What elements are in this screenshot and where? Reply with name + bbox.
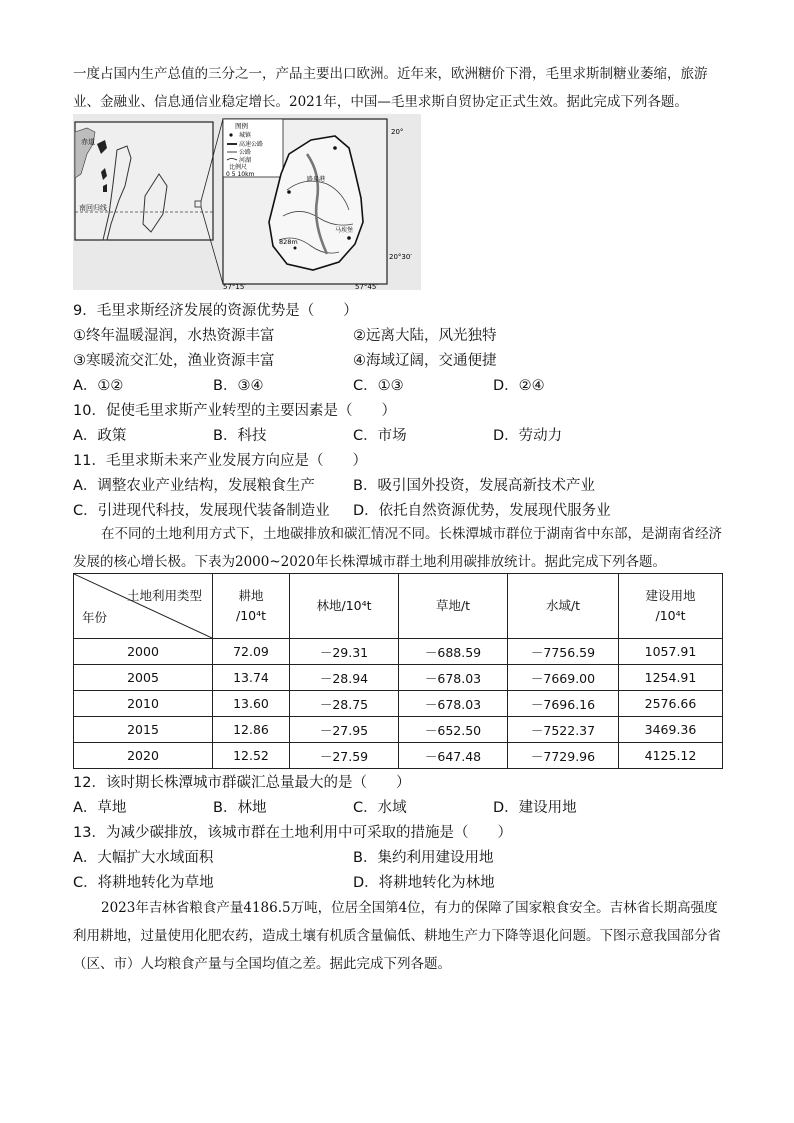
q10-stem: 10．促使毛里求斯产业转型的主要因素是（ ） — [73, 403, 396, 419]
q10-option-c[interactable]: C．市场 — [353, 428, 407, 444]
lon-right-label: 57°45′ — [355, 283, 378, 290]
map-port-label: 路易港 — [307, 176, 326, 183]
q9-item-4: ④海域辽阔，交通便捷 — [353, 353, 497, 369]
table-cell: －7696.16 — [508, 691, 619, 717]
map-elevation-label: 828m — [279, 238, 298, 246]
table-cell: 12.86 — [213, 717, 290, 743]
q9-item-3: ③寒暖流交汇处，渔业资源丰富 — [73, 353, 275, 369]
q11-option-d[interactable]: D．依托自然资源优势，发展现代服务业 — [353, 503, 611, 519]
table-cell-year: 2020 — [74, 743, 213, 769]
intro2-paragraph: 在不同的土地利用方式下，土地碳排放和碳汇情况不同。长株潭城市群位于湖南省中东部，是湖南省经济发展的核心增长极。下表为2000~2020年长株潭城市群土地利用碳排放统计。据此完成下列各题。 — [73, 526, 722, 570]
q11-stem: 11．毛里求斯未来产业发展方向应是（ ） — [73, 453, 367, 469]
q9-option-d[interactable]: D．②④ — [493, 378, 545, 394]
tropic-label: 南回归线 — [79, 204, 107, 212]
legend-town: 城镇 — [239, 132, 252, 139]
table-cell: 4125.12 — [619, 743, 723, 769]
table-cell: 2576.66 — [619, 691, 723, 717]
q9-option-a[interactable]: A．①② — [73, 378, 124, 394]
q13-options-row-2 — [73, 871, 733, 896]
q9-items-row-1 — [73, 324, 733, 349]
map-bay-label: 马埃堡 — [335, 227, 354, 234]
q13-option-b[interactable]: B．集约利用建设用地 — [353, 850, 494, 866]
table-cell: 72.09 — [213, 639, 290, 665]
legend-road: 公路 — [239, 149, 252, 156]
table-row — [74, 717, 723, 743]
table-cell: －678.03 — [399, 691, 508, 717]
q12-option-b[interactable]: B．林地 — [213, 800, 267, 816]
q12-option-d[interactable]: D．建设用地 — [493, 800, 577, 816]
table-cell: 13.74 — [213, 665, 290, 691]
header-forest: 林地/10⁴t — [290, 574, 399, 639]
q10-option-b[interactable]: B．科技 — [213, 428, 267, 444]
table-cell: －7669.00 — [508, 665, 619, 691]
header-water: 水域/t — [508, 574, 619, 639]
q12-stem: 12．该时期长株潭城市群碳汇总量最大的是（ ） — [73, 775, 411, 791]
q13-options-row-1 — [73, 846, 733, 871]
table-cell: －28.94 — [290, 665, 399, 691]
q9-options — [73, 374, 733, 399]
q13-option-c[interactable]: C．将耕地转化为草地 — [73, 875, 214, 891]
table-cell: 13.60 — [213, 691, 290, 717]
q12-options — [73, 796, 733, 821]
mauritius-map-figure — [73, 114, 421, 290]
legend-scale-label: 比例尺 — [229, 164, 248, 171]
table-cell: 1057.91 — [619, 639, 723, 665]
table-cell: －27.59 — [290, 743, 399, 769]
q9-item-2: ②远离大陆，风光独特 — [353, 328, 497, 344]
legend-scale: 0 5 10km — [226, 171, 255, 178]
q11-option-c[interactable]: C．引进现代科技，发展现代装备制造业 — [73, 503, 330, 519]
intro3-paragraph: 2023年吉林省粮食产量4186.5万吨，位居全国第4位，有力的保障了国家粮食安全。吉林省长期高强度利用耕地，过量使用化肥农药，造成土壤有机质含量偏低、耕地生产力下降等退化问题。下图示意我国部分省（区、市）人均粮食产量与全国均值之差。据此完成下列各题。 — [73, 900, 721, 972]
table-row — [74, 743, 723, 769]
table-body — [74, 639, 723, 769]
header-grassland: 草地/t — [399, 574, 508, 639]
q11-options-row-1 — [73, 474, 733, 499]
table-cell-year: 2000 — [74, 639, 213, 665]
table-cell: －678.03 — [399, 665, 508, 691]
q10-option-a[interactable]: A．政策 — [73, 428, 127, 444]
table-cell-year: 2015 — [74, 717, 213, 743]
q9-option-c[interactable]: C．①③ — [353, 378, 404, 394]
table-cell: 3469.36 — [619, 717, 723, 743]
table-row — [74, 691, 723, 717]
corner-year: 年份 — [82, 610, 108, 625]
table-cell: －7756.59 — [508, 639, 619, 665]
q12-option-a[interactable]: A．草地 — [73, 800, 127, 816]
lon-left-label: 57°15′ — [223, 283, 246, 290]
q9-item-1: ①终年温暖湿润，水热资源丰富 — [73, 328, 275, 344]
lat-top-label: 20° — [391, 128, 404, 136]
table-cell: －688.59 — [399, 639, 508, 665]
table-cell: －652.50 — [399, 717, 508, 743]
table-cell: －29.31 — [290, 639, 399, 665]
q9-option-b[interactable]: B．③④ — [213, 378, 264, 394]
q13-option-a[interactable]: A．大幅扩大水域面积 — [73, 850, 214, 866]
corner-land-type: 土地利用类型 — [126, 588, 202, 603]
table-cell: 1254.91 — [619, 665, 723, 691]
q10-option-d[interactable]: D．劳动力 — [493, 428, 563, 444]
table-cell: －7729.96 — [508, 743, 619, 769]
table-row — [74, 665, 723, 691]
table-cell-year: 2005 — [74, 665, 213, 691]
q9-stem: 9．毛里求斯经济发展的资源优势是（ ） — [73, 303, 358, 319]
q9-items-row-2 — [73, 349, 733, 374]
table-cell: －7522.37 — [508, 717, 619, 743]
lat-bottom-label: 20°30′ — [389, 253, 412, 261]
table-corner-cell — [74, 574, 213, 639]
legend-river: 河湖 — [239, 157, 252, 164]
q13-option-d[interactable]: D．将耕地转化为林地 — [353, 875, 495, 891]
table-cell: －647.48 — [399, 743, 508, 769]
intro-paragraph: 一度占国内生产总值的三分之一，产品主要出口欧洲。近年来，欧洲糖价下滑，毛里求斯制糖业萎缩，旅游业、金融业、信息通信业稳定增长。2021年，中国—毛里求斯自贸协定正式生效。据此完成下列各题。 — [73, 66, 708, 110]
table-cell: －28.75 — [290, 691, 399, 717]
table-cell: －27.95 — [290, 717, 399, 743]
header-construction: 建设用地 /10⁴t — [619, 574, 723, 639]
equator-label: 赤道 — [81, 138, 95, 146]
q11-option-b[interactable]: B．吸引国外投资，发展高新技术产业 — [353, 478, 595, 494]
q10-options — [73, 424, 733, 449]
legend-highway: 高速公路 — [239, 141, 264, 148]
table-row — [74, 639, 723, 665]
carbon-emission-table — [73, 573, 723, 769]
q12-option-c[interactable]: C．水域 — [353, 800, 407, 816]
table-header-row — [74, 574, 723, 639]
table-cell-year: 2010 — [74, 691, 213, 717]
q13-stem: 13．为减少碳排放，该城市群在土地利用中可采取的措施是（ ） — [73, 825, 512, 841]
q11-option-a[interactable]: A．调整农业产业结构，发展粮食生产 — [73, 478, 315, 494]
header-cropland: 耕地 /10⁴t — [213, 574, 290, 639]
legend-title: 图例 — [235, 122, 248, 130]
table-cell: 12.52 — [213, 743, 290, 769]
